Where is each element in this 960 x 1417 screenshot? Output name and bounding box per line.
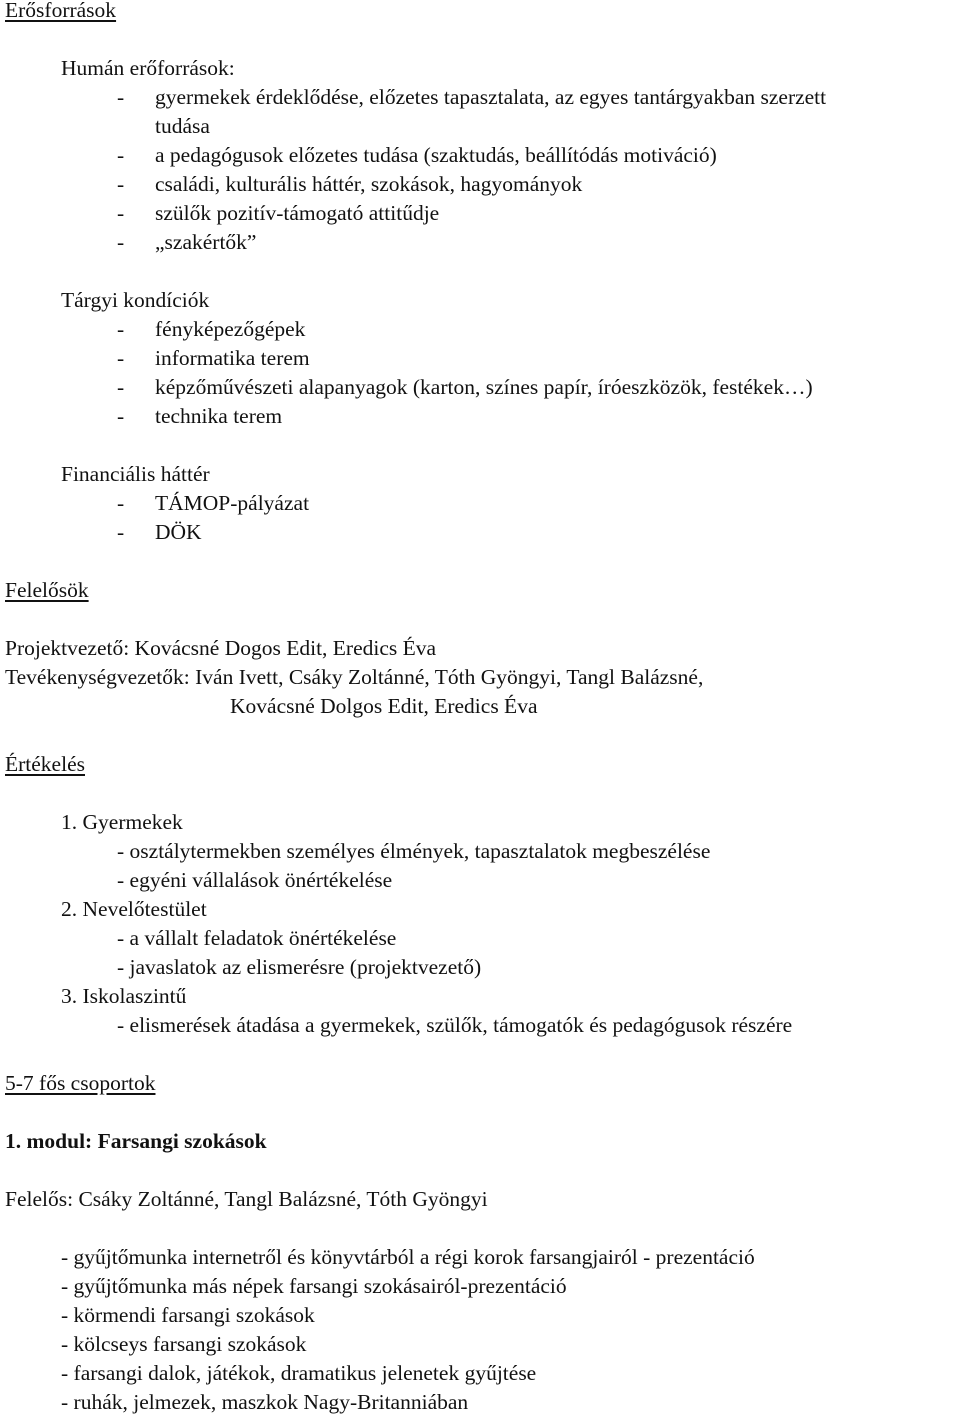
financial-item: DÖK [155, 520, 202, 544]
evaluation-item: - egyéni vállalások önértékelése [117, 868, 393, 892]
material-item: technika terem [155, 404, 283, 428]
responsible-heading: Felelősök [5, 578, 89, 602]
bullet-dash: - [117, 491, 125, 515]
evaluation-children-title: 1. Gyermekek [61, 810, 183, 834]
module-responsible-line: Felelős: Csáky Zoltánné, Tangl Balázsné, Tóth Gyöngyi [5, 1187, 488, 1211]
evaluation-staff-title: 2. Nevelőtestület [61, 897, 207, 921]
bullet-dash: - [117, 85, 125, 109]
bullet-dash: - [117, 375, 125, 399]
bullet-dash: - [117, 317, 125, 341]
material-item: informatika terem [155, 346, 310, 370]
module-item: - körmendi farsangi szokások [61, 1303, 315, 1327]
material-item: képzőművészeti alapanyagok (karton, színes papír, íróeszközök, festékek…) [155, 375, 813, 399]
human-item: gyermekek érdeklődése, előzetes tapasztalata, az egyes tantárgyakban szerzett [155, 85, 827, 109]
evaluation-item: - osztálytermekben személyes élmények, tapasztalatok megbeszélése [117, 839, 711, 863]
human-item: „szakértők” [155, 230, 257, 254]
bullet-dash: - [117, 230, 125, 254]
evaluation-item: - elismerések átadása a gyermekek, szülők, támogatók és pedagógusok részére [117, 1013, 793, 1037]
material-conditions-title: Tárgyi kondíciók [61, 288, 210, 312]
module-item: - gyűjtőmunka internetről és könyvtárból a régi korok farsangjairól - prezentáció [61, 1245, 755, 1269]
project-leader-line: Projektvezető: Kovácsné Dogos Edit, Eredics Éva [5, 636, 437, 660]
activity-leaders-line: Tevékenységvezetők: Iván Ivett, Csáky Zoltánné, Tóth Gyöngyi, Tangl Balázsné, [5, 665, 704, 689]
activity-leaders-continuation: Kovácsné Dolgos Edit, Eredics Éva [230, 694, 538, 718]
human-item: családi, kulturális háttér, szokások, hagyományok [155, 172, 583, 196]
resources-heading: Erősforrások [5, 0, 117, 22]
human-item: a pedagógusok előzetes tudása (szaktudás, beállítódás motiváció) [155, 143, 717, 167]
material-item: fényképezőgépek [155, 317, 306, 341]
bullet-dash: - [117, 201, 125, 225]
evaluation-heading: Értékelés [5, 752, 85, 776]
module-heading: 1. modul: Farsangi szokások [5, 1129, 267, 1153]
module-item: - farsangi dalok, játékok, dramatikus jelenetek gyűjtése [61, 1361, 537, 1385]
bullet-dash: - [117, 520, 125, 544]
financial-background-title: Financiális háttér [61, 462, 210, 486]
financial-item: TÁMOP-pályázat [155, 491, 310, 515]
bullet-dash: - [117, 143, 125, 167]
human-item-continuation: tudása [155, 114, 210, 138]
module-item: - ruhák, jelmezek, maszkok Nagy-Britanniában [61, 1390, 469, 1414]
bullet-dash: - [117, 346, 125, 370]
evaluation-item: - javaslatok az elismerésre (projektvezető) [117, 955, 482, 979]
bullet-dash: - [117, 172, 125, 196]
module-item: - kölcseys farsangi szokások [61, 1332, 307, 1356]
evaluation-school-title: 3. Iskolaszintű [61, 984, 187, 1008]
module-item: - gyűjtőmunka más népek farsangi szokásairól-prezentáció [61, 1274, 567, 1298]
groups-heading: 5-7 fős csoportok [5, 1071, 156, 1095]
bullet-dash: - [117, 404, 125, 428]
human-resources-title: Humán erőforrások: [61, 56, 235, 80]
evaluation-item: - a vállalt feladatok önértékelése [117, 926, 397, 950]
human-item: szülők pozitív-támogató attitűdje [155, 201, 440, 225]
